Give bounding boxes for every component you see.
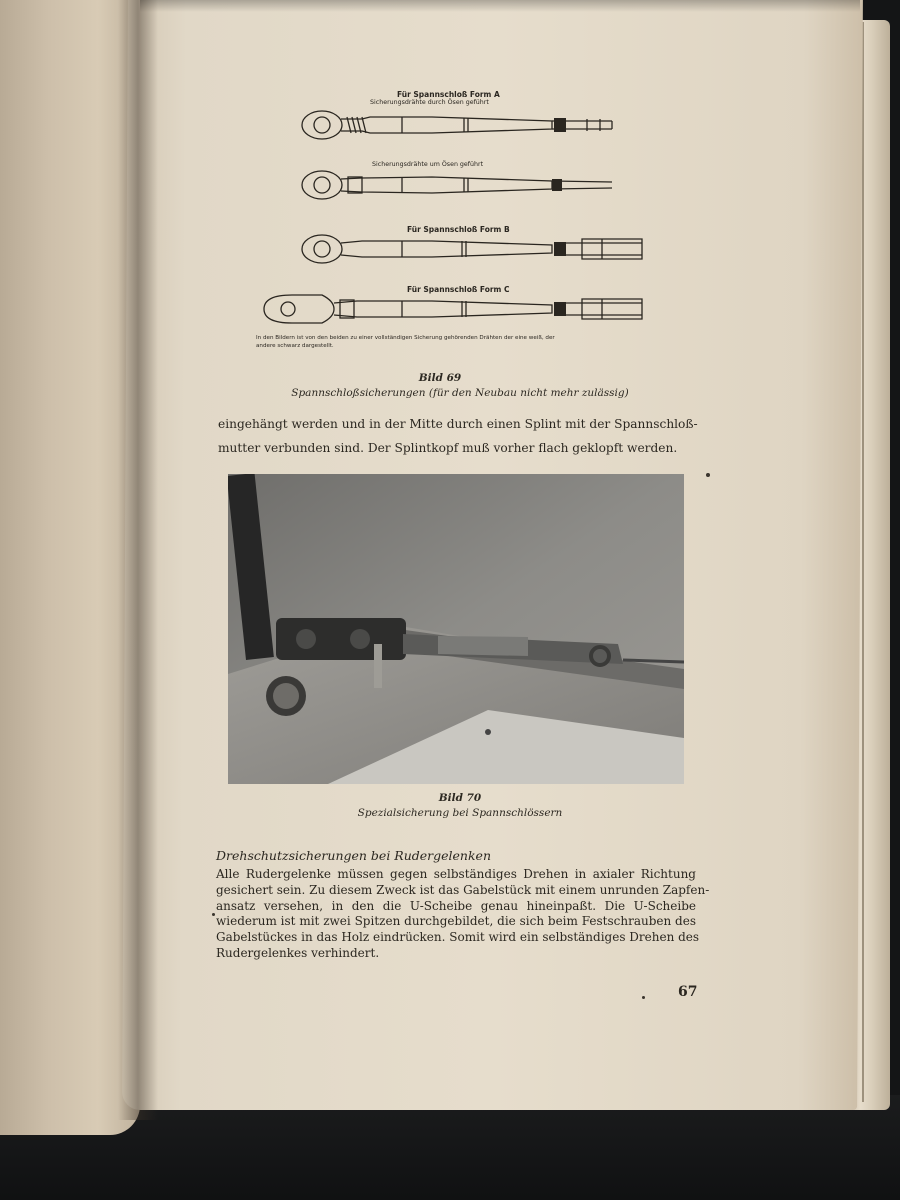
book-gutter <box>118 0 158 1120</box>
page-stack-line <box>862 22 864 1102</box>
figure-70-number: Bild 70 <box>438 792 482 804</box>
paragraph-line: Gabelstückes in das Holz eindrücken. Somit wird ein selbständiges Drehen des <box>216 930 700 945</box>
label-form-a: Für Spannschloß Form A <box>397 90 500 99</box>
top-shadow <box>140 0 860 12</box>
figure-70-photo <box>228 474 684 784</box>
turnbuckle-drawing-b <box>252 231 652 271</box>
figure-69-caption: Spannschloßsicherungen (für den Neubau nicht mehr zulässig) <box>291 387 629 399</box>
label-form-a-sub: Sicherungsdrähte durch Ösen geführt <box>370 99 489 106</box>
paragraph-line: wiederum ist mit zwei Spitzen durchgebildet, die sich beim Festschrauben des <box>216 914 696 929</box>
ink-speck <box>642 996 645 999</box>
label-form-a2-sub: Sicherungsdrähte um Ösen geführt <box>372 161 484 168</box>
turnbuckle-drawing-a2 <box>252 167 652 207</box>
figure-69 <box>252 85 652 370</box>
figure-69-footnote-line1: In den Bildern ist von den beiden zu einer vollständigen Sicherung gehörenden Drähten der eine weiß, der <box>256 335 555 341</box>
figure-69-number: Bild 69 <box>418 372 462 384</box>
intro-line-1: eingehängt werden und in der Mitte durch einen Splint mit der Spannschloß- <box>218 417 698 431</box>
paragraph-line: Alle Rudergelenke müssen gegen selbständiges Drehen in axialer Richtung <box>216 867 696 881</box>
turnbuckle-drawing-c <box>252 291 652 331</box>
label-form-b: Für Spannschloß Form B <box>407 225 510 234</box>
ink-speck <box>706 473 710 477</box>
paragraph-line: ansatz versehen, in den die U-Scheibe genau hineinpaßt. Die U-Scheibe <box>216 898 696 913</box>
paragraph-line: gesichert sein. Zu diesem Zweck ist das Gabelstück mit einem unrunden Zapfen- <box>216 882 710 897</box>
page-number: 67 <box>678 984 698 1000</box>
figure-70-caption: Spezialsicherung bei Spannschlössern <box>357 807 563 819</box>
figure-69-footnote-line2: andere schwarz dargestellt. <box>256 343 334 349</box>
section-heading: Drehschutzsicherungen bei Rudergelenken <box>216 848 492 863</box>
intro-line-2: mutter verbunden sind. Der Splintkopf muß vorher flach geklopft werden. <box>218 441 678 455</box>
paragraph-line: Rudergelenkes verhindert. <box>216 945 380 960</box>
section-paragraph <box>216 867 710 962</box>
ink-speck <box>212 913 215 916</box>
label-form-c: Für Spannschloß Form C <box>407 285 510 294</box>
turnbuckle-drawing-a1 <box>252 107 652 147</box>
